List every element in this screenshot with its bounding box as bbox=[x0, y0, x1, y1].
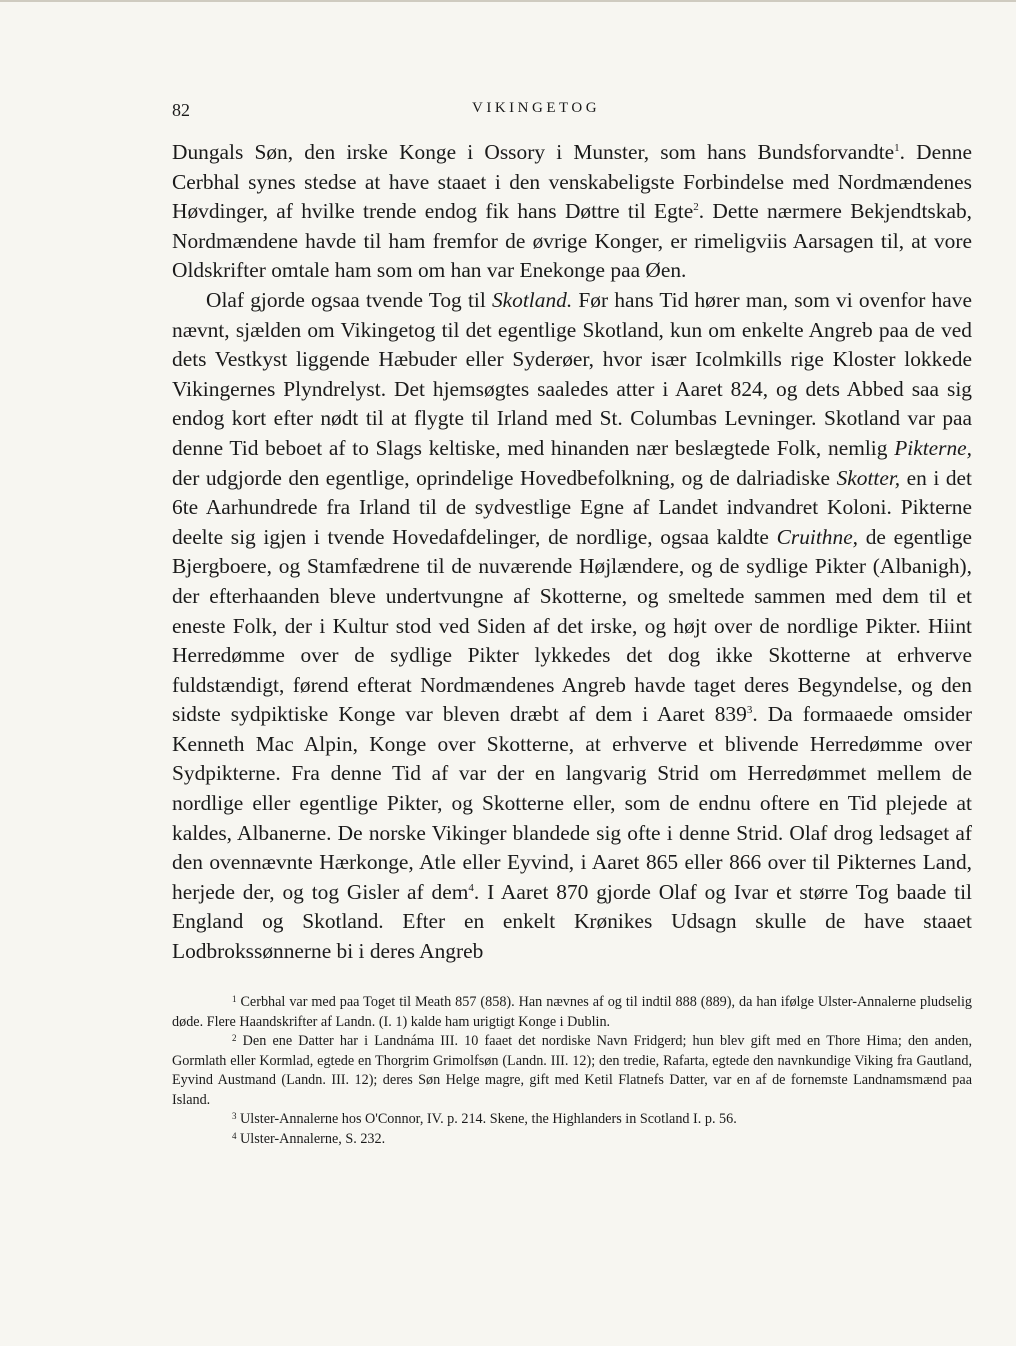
footnote-marker: 2 bbox=[232, 1033, 237, 1043]
p2-text-a: Olaf gjorde ogsaa tvende Tog til bbox=[206, 287, 492, 312]
p1-text-c: . Dette nærmere Bekjendtskab, Nordmændene havde til ham fremfor de øvrige Konger, er rimeligviis Aarsagen til, at vore Oldskrifter omtale ham som om han var Enekonge paa Øen. bbox=[172, 199, 972, 283]
paragraph-1 bbox=[172, 138, 972, 286]
italic-cruithne: Cruithne, bbox=[776, 524, 859, 549]
footnote-ref-1: 1 bbox=[894, 142, 900, 154]
p2-text-c: der udgjorde den egentlige, oprindelige Hovedbefolkning, og de dalriadiske bbox=[172, 465, 837, 490]
footnote-text: Cerbhal var med paa Toget til Meath 857 (858). Han nævnes af og til indtil 888 (889), da han ifølge Ulster-Annalerne pludselig døde. Flere Haandskrifter af Landn. (I. 1) kalde ham urigtigt Konge i Dublin. bbox=[172, 994, 972, 1030]
body-text bbox=[172, 138, 972, 967]
p1-text-a: Dungals Søn, den irske Konge i Ossory i Munster, som hans Bundsforvandte bbox=[172, 140, 895, 164]
footnote-marker: 1 bbox=[232, 994, 237, 1004]
footnote-marker: 4 bbox=[232, 1130, 237, 1141]
footnote-ref-4: 4 bbox=[468, 881, 474, 894]
footnote-marker: 3 bbox=[232, 1111, 237, 1121]
running-head bbox=[172, 100, 972, 124]
running-title: VIKINGETOG bbox=[472, 100, 601, 116]
italic-pikterne: Pikterne, bbox=[894, 435, 972, 460]
p2-text-f: . Da formaaede omsider Kenneth Mac Alpin, Konge over Skotterne, at erhverve et blivende Herredømme over Sydpikterne. Fra denne Tid af var der en langvarig Strid om Herredømmet mellem de nordlige eller egentlige Pikter, og Skotterne eller, som de endnu oftere en Tid plejede at kaldes, Albanerne. De norske Vikinger blandede sig ofte i denne Strid. Olaf drog ledsaget af den ovennævnte Hærkonge, Atle eller Eyvind, i Aaret 865 eller 866 over til Pikternes Land, herjede der, og tog Gisler af dem bbox=[172, 702, 972, 904]
footnote-4 bbox=[172, 1130, 972, 1150]
p2-text-b: Før hans Tid hører man, som vi ovenfor have nævnt, sjælden om Vikingetog til det egentlige Skotland, kun om enkelte Angreb paa de ved dets Vestkyst liggende Hæbuder eller Syderøer, hvor især Icolmkills rige Kloster lokkede Vikingernes Plyndrelyst. Det hjemsøgtes saaledes atter i Aaret 824, og dets Abbed saa sig endog kort efter nødt til at flygte til Irland med St. Columbas Levninger. Skotland var paa denne Tid beboet af to Slags keltiske, med hinanden nær beslægtede Folk, nemlig bbox=[172, 287, 972, 460]
footnote-3 bbox=[172, 1110, 972, 1130]
footnote-1 bbox=[172, 993, 972, 1032]
footnote-text: Ulster-Annalerne hos O'Connor, IV. p. 214. Skene, the Highlanders in Scotland I. p. 56. bbox=[240, 1111, 737, 1127]
p1-text-b: . Denne Cerbhal synes stedse at have staaet i den venskabeligste Forbindelse med Nordmændenes Høvdinger, af hvilke trende endog fik hans Døttre til Egte bbox=[172, 140, 972, 224]
p2-text-d: en i det 6te Aarhundrede fra Irland til de sydvestlige Egne af Landet indvandret Koloni. Pikterne deelte sig igjen i tvende Hovedafdelinger, de nordlige, ogsaa kaldte bbox=[172, 465, 972, 549]
footnote-2 bbox=[172, 1032, 972, 1110]
footnote-ref-3: 3 bbox=[746, 704, 753, 717]
p2-text-e: de egentlige Bjergboere, og Stamfædrene til de nuværende Højlændere, og de sydlige Pikter (Albanigh), der efterhaanden bleve undertvungne af Skotterne, og smeltede sammen med dem til et eneste Folk, der i Kultur stod ved Siden af det irske, og højt over de nordlige Pikter. Hiint Herredømme over de sydlige Pikter lykkedes det dog ikke Skotterne at erhverve fuldstændigt, førend efterat Nordmændenes Angreb havde taget deres Begyndelse, og den sidste sydpiktiske Konge var bleven dræbt af dem i Aaret 839 bbox=[172, 524, 972, 727]
footnote-ref-2: 2 bbox=[693, 201, 699, 214]
footnote-text: Ulster-Annalerne, S. 232. bbox=[240, 1130, 386, 1147]
paragraph-2 bbox=[172, 286, 972, 967]
italic-skotter: Skotter, bbox=[836, 465, 901, 490]
p2-text-g: . I Aaret 870 gjorde Olaf og Ivar et større Tog baade til England og Skotland. Efter en enkelt Krønikes Udsagn skulle de have staaet Lodbrokssønnerne bi i deres Angreb bbox=[172, 879, 973, 964]
footnotes bbox=[172, 993, 972, 1149]
footnote-text: Den ene Datter har i Landnáma III. 10 faaet det nordiske Navn Fridgerd; hun blev gift med en Thore Hima; den anden, Gormlath eller Kormlad, egtede en Thorgrim Grimolfsøn (Landn. III. 12); den tredie, Rafarta, egtede den navnkundige Viking fra Gautland, Eyvind Austmand (Landn. III. 12); deres Søn Helge magre, gift med Ketil Flatnefs Datter, var en af de fornemste Landnamsmænd paa Island. bbox=[172, 1033, 973, 1108]
page-number: 82 bbox=[172, 100, 190, 120]
italic-skotland: Skotland. bbox=[491, 287, 573, 312]
